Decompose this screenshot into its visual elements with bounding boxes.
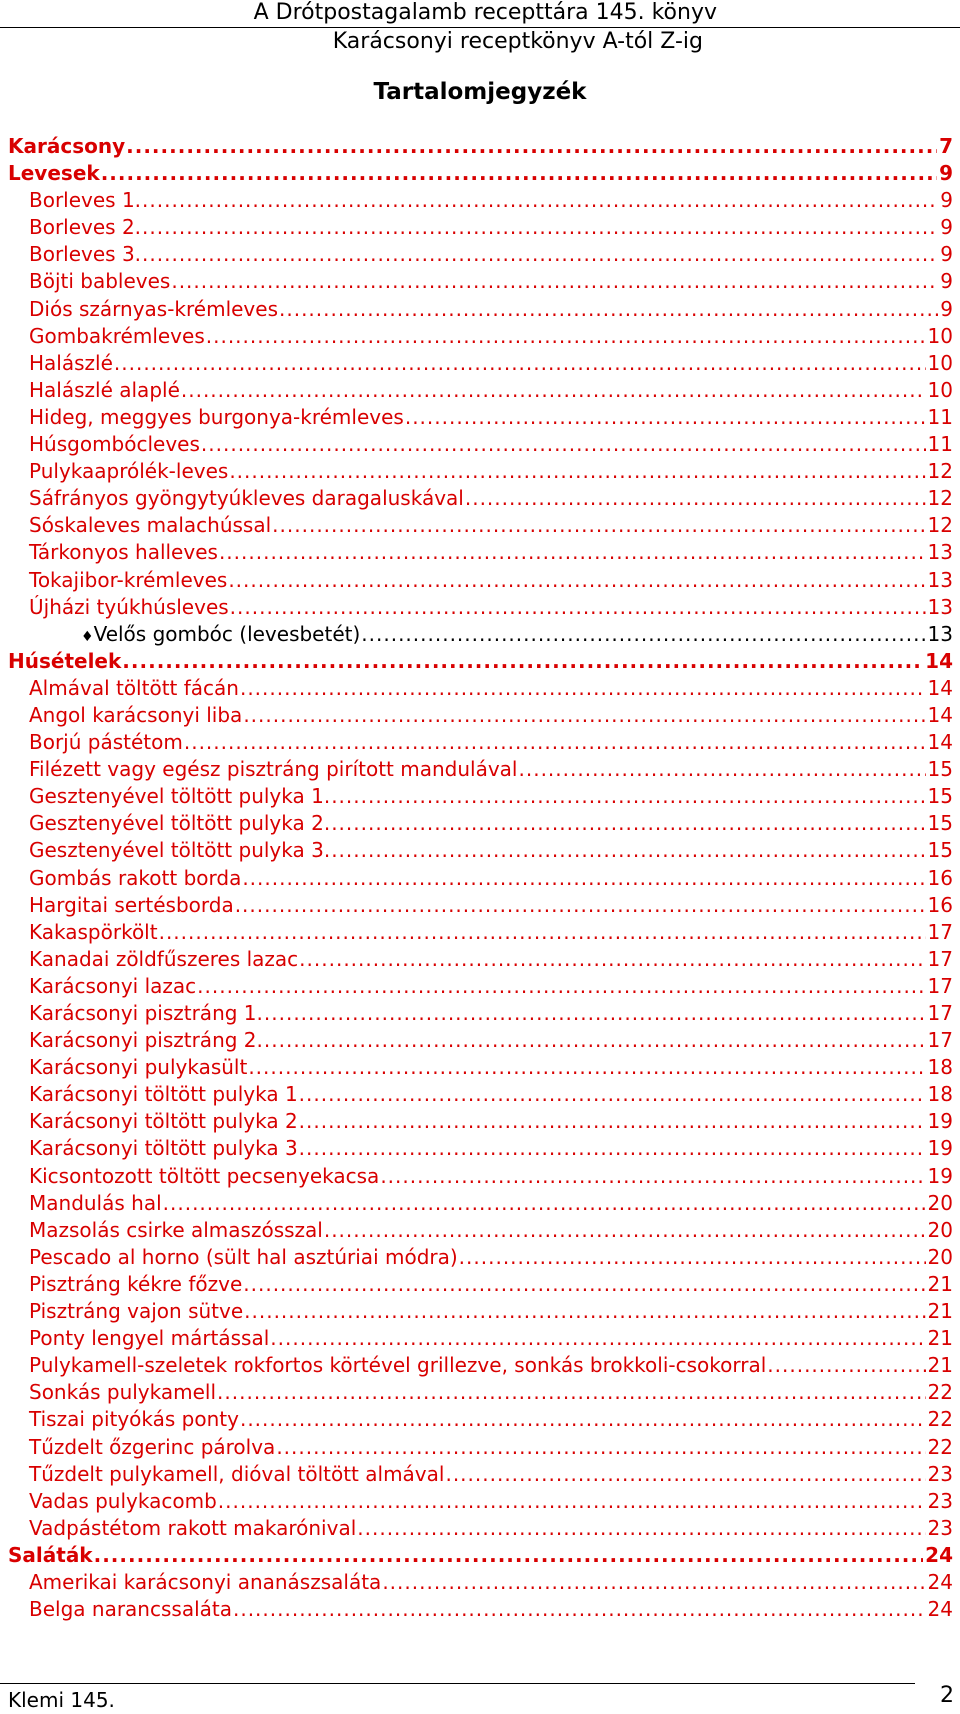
- footer-author: Klemi 145.: [8, 1688, 115, 1712]
- toc-entry-title: Angol karácsonyi liba: [29, 702, 243, 727]
- dot-leader: [163, 1190, 926, 1217]
- toc-entry-page: 9: [940, 242, 953, 267]
- dot-leader: [243, 1271, 925, 1298]
- toc-entry[interactable]: [8, 512, 953, 539]
- toc-entry-title: Karácsony: [8, 134, 126, 158]
- toc-entry-page: 14: [927, 675, 953, 700]
- toc-entry-title: Velős gombóc (levesbetét): [93, 621, 361, 646]
- toc-entry-page: 16: [927, 865, 953, 890]
- toc-entry[interactable]: [8, 485, 953, 512]
- dot-leader: [240, 1406, 926, 1433]
- toc-entry[interactable]: [8, 892, 953, 919]
- toc-entry[interactable]: [8, 1379, 953, 1406]
- toc-entry-page: 22: [927, 1434, 953, 1459]
- toc-entry[interactable]: [8, 539, 953, 566]
- toc-entry[interactable]: [8, 1352, 953, 1379]
- dot-leader: [244, 1298, 925, 1325]
- toc-entry[interactable]: [8, 377, 953, 404]
- toc-entry-page: 15: [927, 757, 953, 782]
- toc-entry[interactable]: [8, 1244, 953, 1271]
- dot-leader: [324, 1217, 926, 1244]
- toc-entry-title: Mazsolás csirke almaszósszal: [29, 1217, 323, 1242]
- toc-entry-page: 11: [927, 432, 953, 457]
- dot-leader: [361, 621, 925, 648]
- toc-entry-title: Levesek: [8, 161, 100, 186]
- toc-entry-title: Gesztenyével töltött pulyka 2.: [29, 811, 331, 836]
- toc-entry[interactable]: [8, 1027, 953, 1054]
- dot-leader: [299, 1081, 926, 1108]
- toc-section-entry[interactable]: [8, 160, 953, 187]
- toc-entry-page: 23: [927, 1515, 953, 1540]
- toc-entry[interactable]: [8, 1108, 953, 1135]
- toc-entry-title: Sonkás pulykamell: [29, 1380, 217, 1405]
- toc-entry-title: Karácsonyi pisztráng 2.: [29, 1028, 263, 1053]
- dot-leader: [279, 296, 938, 323]
- dot-leader: [197, 973, 925, 1000]
- dot-leader: [218, 1488, 926, 1515]
- toc-entry-title: Mandulás hal: [29, 1190, 162, 1215]
- toc-entry-page: 9: [940, 296, 953, 321]
- dot-leader: [767, 1352, 925, 1379]
- toc-entry-page: 21: [927, 1353, 953, 1378]
- footer-page-number: 2: [940, 1683, 954, 1708]
- toc-entry[interactable]: [8, 296, 953, 323]
- toc-entry[interactable]: [8, 187, 953, 214]
- toc-entry-title: Karácsonyi töltött pulyka 2: [29, 1109, 298, 1134]
- dot-leader: [94, 1542, 924, 1569]
- toc-entry-title: Pisztráng vajon sütve: [29, 1299, 244, 1324]
- toc-entry-title: Karácsonyi pisztráng 1.: [29, 1001, 263, 1025]
- toc-entry-page: 21: [927, 1299, 953, 1324]
- dot-leader: [181, 377, 926, 404]
- toc-entry[interactable]: [8, 919, 953, 946]
- toc-entry-title: Kanadai zöldfűszeres lazac: [29, 946, 299, 971]
- toc-entry-page: 12: [927, 513, 953, 538]
- toc-entry[interactable]: [8, 702, 953, 729]
- toc-entry-page: 12: [927, 486, 953, 511]
- dot-leader: [331, 783, 925, 810]
- toc-entry-title: Pisztráng kékre főzve: [29, 1271, 243, 1296]
- toc-entry-page: 23: [927, 1488, 953, 1513]
- dot-leader: [299, 1108, 926, 1135]
- toc-entry-title: Tűzdelt pulykamell, dióval töltött almával: [29, 1461, 445, 1486]
- toc-entry-page: 17: [927, 946, 953, 971]
- toc-entry-title: Pulykamell-szeletek rokfortos körtével grillezve, sonkás brokkoli-csokorral: [29, 1353, 767, 1378]
- dot-leader: [276, 1434, 925, 1461]
- toc-entry-title: Almával töltött fácán: [29, 675, 239, 700]
- toc-entry[interactable]: [8, 729, 953, 756]
- toc-entry[interactable]: [8, 675, 953, 702]
- toc-entry-title: Karácsonyi pulykasült: [29, 1055, 248, 1080]
- toc-entry-title: Tiszai pityókás ponty: [29, 1407, 239, 1432]
- dot-leader: [264, 1000, 926, 1027]
- toc-entry-page: 22: [927, 1380, 953, 1405]
- toc-entry-title: Borleves 1.: [29, 188, 142, 213]
- toc-entry-title: Hideg, meggyes burgonya-krémleves: [29, 404, 404, 429]
- toc-entry[interactable]: [8, 1515, 953, 1542]
- dot-leader: [114, 350, 926, 377]
- dot-leader: [219, 539, 926, 566]
- header-book-title: A Drótpostagalamb recepttára 145. könyv: [253, 0, 717, 25]
- toc-entry-title: Sóskaleves malachússal: [29, 513, 272, 538]
- dot-leader: [331, 810, 925, 837]
- toc-entry-page: 13: [927, 540, 953, 565]
- dot-leader: [184, 729, 926, 756]
- toc-entry-title: Húsételek: [8, 648, 122, 673]
- toc-entry-title: Tűzdelt őzgerinc párolva: [29, 1434, 276, 1459]
- toc-entry[interactable]: [8, 268, 953, 295]
- toc-entry-page: 23: [927, 1461, 953, 1486]
- toc-entry[interactable]: [8, 431, 953, 458]
- toc-entry[interactable]: [8, 865, 953, 892]
- toc-entry[interactable]: [8, 1406, 953, 1433]
- dot-leader: [101, 160, 937, 187]
- toc-entry-title: Diós szárnyas-krémleves: [29, 296, 278, 321]
- toc-entry[interactable]: [8, 567, 953, 594]
- toc-entry-page: 19: [927, 1163, 953, 1188]
- toc-entry-page: 10: [927, 323, 953, 348]
- toc-entry[interactable]: [8, 946, 953, 973]
- toc-entry-title: Karácsonyi töltött pulyka 3: [29, 1136, 298, 1161]
- dot-leader: [229, 458, 925, 485]
- toc-entry[interactable]: [8, 1217, 953, 1244]
- toc-entry-title: Húsgombócleves: [29, 432, 200, 457]
- toc-entry[interactable]: [8, 404, 953, 431]
- toc-entry-page: 17: [927, 1001, 953, 1025]
- toc-entry[interactable]: [8, 458, 953, 485]
- toc-entry-title: Vadas pulykacomb: [29, 1488, 217, 1513]
- toc-section-entry[interactable]: [8, 1542, 953, 1569]
- toc-entry-page: 22: [927, 1407, 953, 1432]
- toc-entry-title: Tárkonyos halleves: [29, 540, 218, 565]
- toc-entry-title: Ponty lengyel mártással: [29, 1326, 270, 1351]
- toc-entry[interactable]: [8, 810, 953, 837]
- toc-entry-title: Filézett vagy egész pisztráng pirított mandulával: [29, 757, 518, 782]
- toc-entry-title: Hargitai sertésborda: [29, 892, 234, 917]
- toc-entry-page: 18: [927, 1055, 953, 1080]
- dot-leader: [235, 892, 926, 919]
- toc-entry[interactable]: [8, 973, 953, 1000]
- toc-entry-title: Belga narancssaláta: [29, 1597, 232, 1622]
- toc-entry-title: Vadpástétom rakott makarónival: [29, 1515, 357, 1540]
- toc-entry-title: Halászlé alaplé: [29, 377, 180, 402]
- toc-entry-page: 13: [927, 594, 953, 619]
- dot-leader: [519, 756, 926, 783]
- toc-entry-page: 19: [927, 1136, 953, 1161]
- toc-entry[interactable]: [8, 783, 953, 810]
- toc-entry-page: 24: [927, 1597, 953, 1622]
- toc-entry-page: 16: [927, 892, 953, 917]
- toc-entry-page: 14: [927, 702, 953, 727]
- toc-entry[interactable]: [8, 1569, 953, 1596]
- toc-entry[interactable]: [8, 1000, 953, 1027]
- dot-leader: [228, 567, 925, 594]
- toc-entry[interactable]: [8, 1190, 953, 1217]
- toc-entry[interactable]: [8, 350, 953, 377]
- footer-divider: [0, 1683, 915, 1684]
- dot-leader: [142, 214, 938, 241]
- toc-entry-page: 13: [927, 621, 953, 646]
- dot-leader: [230, 594, 926, 621]
- toc-entry-page: 12: [927, 459, 953, 484]
- table-of-contents: [8, 133, 953, 1623]
- toc-entry[interactable]: [8, 756, 953, 783]
- toc-entry-page: 9: [940, 188, 953, 213]
- toc-entry[interactable]: [8, 837, 953, 864]
- dot-leader: [142, 187, 938, 214]
- toc-entry-page: 15: [927, 811, 953, 836]
- dot-leader: [159, 919, 926, 946]
- toc-entry[interactable]: [8, 1054, 953, 1081]
- toc-entry-title: Gombakrémleves: [29, 323, 205, 348]
- dot-leader: [142, 241, 938, 268]
- toc-entry-page: 9: [939, 161, 953, 186]
- dot-leader: [465, 485, 926, 512]
- toc-entry[interactable]: [8, 214, 953, 241]
- toc-entry-page: 24: [925, 1542, 953, 1567]
- toc-entry-title: Újházi tyúkhúsleves: [29, 594, 229, 619]
- dot-leader: [331, 837, 925, 864]
- dot-leader: [171, 268, 938, 295]
- dot-leader: [272, 512, 925, 539]
- dot-leader: [201, 431, 926, 458]
- toc-entry-page: 13: [927, 567, 953, 592]
- toc-entry-page: 17: [927, 919, 953, 944]
- toc-entry-page: 14: [927, 730, 953, 755]
- toc-entry-page: 21: [927, 1271, 953, 1296]
- toc-entry[interactable]: [8, 1434, 953, 1461]
- toc-entry-page: 20: [927, 1190, 953, 1215]
- toc-entry-title: Halászlé: [29, 350, 113, 375]
- toc-entry[interactable]: [8, 323, 953, 350]
- toc-entry-page: 11: [927, 404, 953, 429]
- toc-entry-title: Gombás rakott borda: [29, 865, 242, 890]
- dot-leader: [270, 1325, 925, 1352]
- toc-entry-title: Pescado al horno (sült hal asztúriai módra): [29, 1244, 458, 1269]
- dot-leader: [217, 1379, 926, 1406]
- dot-leader: [126, 133, 937, 160]
- dot-leader: [405, 404, 926, 431]
- toc-entry-page: 24: [927, 1569, 953, 1594]
- toc-entry[interactable]: [8, 1163, 953, 1190]
- toc-section-entry[interactable]: [8, 133, 953, 160]
- dot-leader: [299, 946, 925, 973]
- toc-entry-title: Saláták: [8, 1542, 93, 1567]
- dot-leader: [240, 675, 926, 702]
- toc-entry-page: 15: [927, 838, 953, 863]
- toc-entry[interactable]: [8, 1488, 953, 1515]
- toc-entry-page: 14: [925, 648, 953, 673]
- toc-entry-page: 9: [940, 215, 953, 240]
- toc-entry-title: Borleves 2.: [29, 215, 142, 240]
- toc-entry-page: 18: [927, 1082, 953, 1107]
- toc-entry-page: 19: [927, 1109, 953, 1134]
- toc-entry[interactable]: [8, 1325, 953, 1352]
- dot-leader: [459, 1244, 926, 1271]
- dot-leader: [357, 1515, 925, 1542]
- dot-leader: [233, 1596, 926, 1623]
- toc-entry-page: 10: [927, 350, 953, 375]
- toc-entry-page: 7: [939, 134, 953, 158]
- dot-leader: [445, 1461, 925, 1488]
- toc-entry-page: 21: [927, 1326, 953, 1351]
- toc-entry-page: 17: [927, 1028, 953, 1053]
- toc-entry-page: 15: [927, 784, 953, 809]
- toc-section-entry[interactable]: [8, 648, 953, 675]
- dot-leader: [248, 1054, 925, 1081]
- toc-entry-title: Tokajibor-krémleves: [29, 567, 228, 592]
- toc-entry-page: 9: [940, 269, 953, 294]
- toc-entry-page: 10: [927, 377, 953, 402]
- toc-entry-title: Gesztenyével töltött pulyka 3.: [29, 838, 331, 863]
- toc-entry-title: Kakaspörkölt: [29, 919, 158, 944]
- toc-entry-title: Borjú pástétom: [29, 730, 183, 755]
- toc-entry[interactable]: [8, 621, 953, 648]
- toc-entry[interactable]: [8, 594, 953, 621]
- dot-leader: [380, 1163, 925, 1190]
- toc-entry[interactable]: [8, 1271, 953, 1298]
- toc-entry-title: Kicsontozott töltött pecsenyekacsa: [29, 1163, 380, 1188]
- dot-leader: [242, 865, 925, 892]
- toc-entry[interactable]: [8, 1298, 953, 1325]
- dot-leader: [264, 1027, 926, 1054]
- toc-entry-title: Karácsonyi töltött pulyka 1: [29, 1082, 298, 1107]
- toc-entry-title: Pulykaaprólék-leves: [29, 459, 229, 484]
- toc-entry-title: Böjti bableves: [29, 269, 171, 294]
- toc-entry[interactable]: [8, 241, 953, 268]
- toc-entry-title: Borleves 3.: [29, 242, 142, 267]
- toc-entry[interactable]: [8, 1596, 953, 1623]
- dot-leader: [206, 323, 926, 350]
- toc-entry-title: Amerikai karácsonyi ananászsaláta: [29, 1569, 382, 1594]
- dot-leader: [122, 648, 923, 675]
- toc-entry-page: 17: [927, 973, 953, 998]
- toc-entry[interactable]: [8, 1081, 953, 1108]
- bullet-diamond-icon: ♦: [81, 628, 94, 645]
- toc-entry-title: Karácsonyi lazac: [29, 973, 197, 998]
- dot-leader: [243, 702, 925, 729]
- toc-entry-title: Gesztenyével töltött pulyka 1.: [29, 784, 331, 809]
- toc-entry-page: 20: [927, 1244, 953, 1269]
- toc-entry[interactable]: [8, 1135, 953, 1162]
- toc-entry-page: 20: [927, 1217, 953, 1242]
- toc-entry[interactable]: [8, 1461, 953, 1488]
- dot-leader: [382, 1569, 925, 1596]
- toc-heading: Tartalomjegyzék: [373, 79, 587, 105]
- dot-leader: [299, 1135, 926, 1162]
- toc-entry-title: Sáfrányos gyöngytyúkleves daragaluskával: [29, 486, 464, 511]
- header-book-subtitle: Karácsonyi receptkönyv A-tól Z-ig: [332, 29, 703, 54]
